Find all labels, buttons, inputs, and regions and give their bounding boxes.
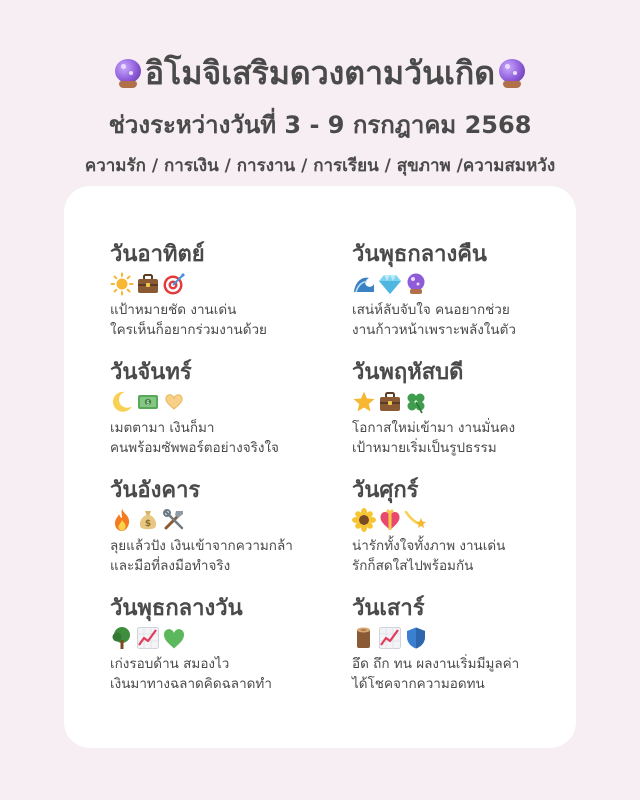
emoji-row [110, 271, 352, 297]
emoji-row [110, 507, 352, 533]
desc-line: ใครเห็นก็อยากร่วมงานด้วย [110, 322, 267, 338]
desc-line: เสน่ห์ลับจับใจ คนอยากช่วย [352, 302, 510, 318]
title-row [0, 48, 640, 99]
shield-icon [404, 626, 428, 650]
emoji-row [110, 389, 352, 415]
briefcase-icon [136, 272, 160, 296]
day-description [352, 654, 550, 694]
desc-line: โอกาสใหม่เข้ามา งานมั่นคง [352, 420, 516, 436]
desc-line: เป้าหมายเริ่มเป็นรูปธรรม [352, 440, 497, 456]
day-block [352, 360, 550, 478]
day-block [352, 242, 550, 360]
topics: ความรัก / การเงิน / การงาน / การเรียน / สุขภาพ /ความสมหวัง [84, 156, 556, 176]
header [0, 0, 640, 179]
svg-text:$: $ [144, 519, 152, 529]
wood-icon [352, 626, 376, 650]
desc-line: คนพร้อมซัพพอร์ตอย่างจริงใจ [110, 440, 279, 456]
day-block [110, 360, 352, 478]
days-grid [110, 242, 550, 714]
chart-up-icon [378, 626, 402, 650]
days-card [64, 186, 576, 748]
fire-icon [110, 508, 134, 532]
target-icon [162, 272, 186, 296]
date-range: ช่วงระหว่างวันที่ 3 - 9 กรกฎาคม 2568 [108, 111, 532, 139]
heart-ribbon-icon [378, 508, 402, 532]
chart-up-icon [136, 626, 160, 650]
desc-line: และมือที่ลงมือทำจริง [110, 558, 231, 574]
day-name: วันพุธกลางคืน [352, 242, 487, 267]
day-name: วันจันทร์ [110, 360, 192, 385]
crystal-ball-icon [113, 59, 143, 89]
clover-icon [404, 390, 428, 414]
day-name: วันอังคาร [110, 478, 201, 503]
svg-text:$: $ [146, 399, 150, 407]
tree-icon [110, 626, 134, 650]
day-block [110, 596, 352, 714]
day-name: วันศุกร์ [352, 478, 419, 503]
emoji-row [110, 625, 352, 651]
gem-icon [378, 272, 402, 296]
day-name: วันพุธกลางวัน [110, 596, 243, 621]
emoji-row [352, 625, 550, 651]
desc-line: อึด ถึก ทน ผลงานเริ่มมีมูลค่า [352, 656, 520, 672]
emoji-row [352, 507, 550, 533]
page-title: อิโมจิเสริมดวงตามวันเกิด [144, 54, 496, 92]
day-block [110, 242, 352, 360]
star-icon [352, 390, 376, 414]
day-name: วันเสาร์ [352, 596, 425, 621]
emoji-row [352, 389, 550, 415]
green-heart-icon [162, 626, 186, 650]
desc-line: งานก้าวหน้าเพราะพลังในตัว [352, 322, 516, 338]
desc-line: รักก็สดใสไปพร้อมกัน [352, 558, 474, 574]
desc-line: น่ารักทั้งใจทั้งภาพ งานเด่น [352, 538, 506, 554]
sun-icon [110, 272, 134, 296]
day-description [352, 300, 550, 340]
wave-icon [352, 272, 376, 296]
heart-hands-icon [162, 390, 186, 414]
day-description [110, 418, 352, 458]
day-description [110, 300, 352, 340]
desc-line: เมตตามา เงินก็มา [110, 420, 215, 436]
money-icon [136, 390, 160, 414]
day-description [110, 654, 352, 694]
desc-line: แป้าหมายชัด งานเด่น [110, 302, 237, 318]
desc-line: เงินมาทางฉลาดคิดฉลาดทำ [110, 676, 272, 692]
shooting-star-icon [404, 508, 428, 532]
crystal-ball-icon [404, 272, 428, 296]
day-block [352, 478, 550, 596]
sunflower-icon [352, 508, 376, 532]
desc-line: เก่งรอบด้าน สมองไว [110, 656, 230, 672]
tools-icon [162, 508, 186, 532]
crescent-moon-icon [110, 390, 134, 414]
day-name: วันพฤหัสบดี [352, 360, 464, 385]
day-description [110, 536, 352, 576]
day-description [352, 536, 550, 576]
crystal-ball-icon [497, 59, 527, 89]
money-bag-icon [136, 508, 160, 532]
day-name: วันอาทิตย์ [110, 242, 205, 267]
day-block [352, 596, 550, 714]
briefcase-icon [378, 390, 402, 414]
desc-line: ลุยแล้วปัง เงินเข้าจากความกล้า [110, 538, 293, 554]
desc-line: ได้โชคจากความอดทน [352, 676, 485, 692]
day-block [110, 478, 352, 596]
emoji-row [352, 271, 550, 297]
day-description [352, 418, 550, 458]
